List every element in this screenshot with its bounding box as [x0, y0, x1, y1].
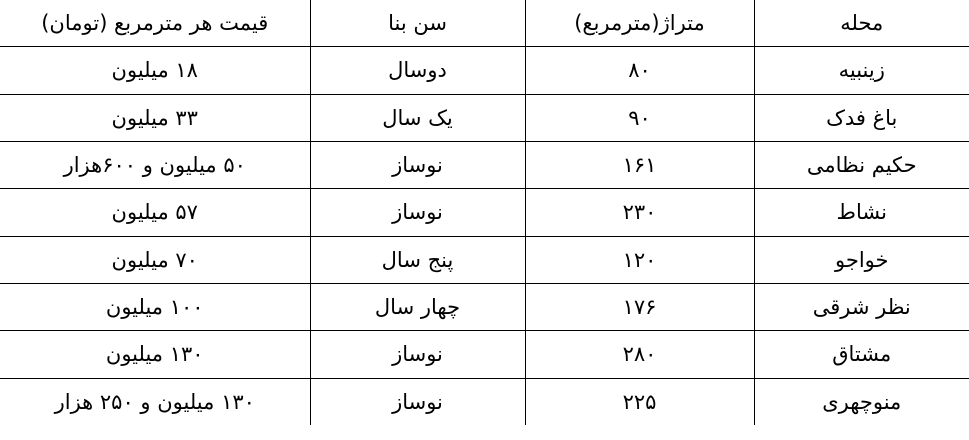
cell-neighborhood: خواجو: [754, 236, 969, 283]
column-header-neighborhood: محله: [754, 0, 969, 47]
cell-price: ۵۷ میلیون: [0, 189, 310, 236]
cell-area: ۲۲۵: [525, 378, 754, 425]
cell-age: چهار سال: [310, 284, 525, 331]
table-row: [0, 378, 969, 425]
cell-price: ۷۰ میلیون: [0, 236, 310, 283]
column-header-age: سن بنا: [310, 0, 525, 47]
cell-price: ۱۸ میلیون: [0, 47, 310, 94]
table-row: [0, 236, 969, 283]
column-header-price: قیمت هر مترمربع (تومان): [0, 0, 310, 47]
cell-price: ۱۳۰ میلیون و ۲۵۰ هزار: [0, 378, 310, 425]
cell-neighborhood: باغ فدک: [754, 94, 969, 141]
column-header-area: متراژ(مترمربع): [525, 0, 754, 47]
table-header-row: [0, 0, 969, 47]
table-row: [0, 189, 969, 236]
table-row: [0, 94, 969, 141]
cell-price: ۳۳ میلیون: [0, 94, 310, 141]
cell-age: نوساز: [310, 189, 525, 236]
cell-age: نوساز: [310, 142, 525, 189]
cell-area: ۲۳۰: [525, 189, 754, 236]
cell-price: ۵۰ میلیون و ۶۰۰هزار: [0, 142, 310, 189]
cell-area: ۱۷۶: [525, 284, 754, 331]
cell-age: نوساز: [310, 331, 525, 378]
cell-area: ۱۲۰: [525, 236, 754, 283]
cell-age: نوساز: [310, 378, 525, 425]
cell-neighborhood: حکیم نظامی: [754, 142, 969, 189]
cell-neighborhood: زینبیه: [754, 47, 969, 94]
cell-area: ۲۸۰: [525, 331, 754, 378]
table-row: [0, 47, 969, 94]
cell-age: پنج سال: [310, 236, 525, 283]
cell-area: ۸۰: [525, 47, 754, 94]
cell-neighborhood: نظر شرقی: [754, 284, 969, 331]
cell-neighborhood: نشاط: [754, 189, 969, 236]
cell-price: ۱۳۰ میلیون: [0, 331, 310, 378]
cell-area: ۹۰: [525, 94, 754, 141]
cell-age: یک سال: [310, 94, 525, 141]
table-row: [0, 284, 969, 331]
table-row: [0, 331, 969, 378]
cell-neighborhood: مشتاق: [754, 331, 969, 378]
cell-area: ۱۶۱: [525, 142, 754, 189]
table-row: [0, 142, 969, 189]
cell-price: ۱۰۰ میلیون: [0, 284, 310, 331]
cell-neighborhood: منوچهری: [754, 378, 969, 425]
cell-age: دوسال: [310, 47, 525, 94]
